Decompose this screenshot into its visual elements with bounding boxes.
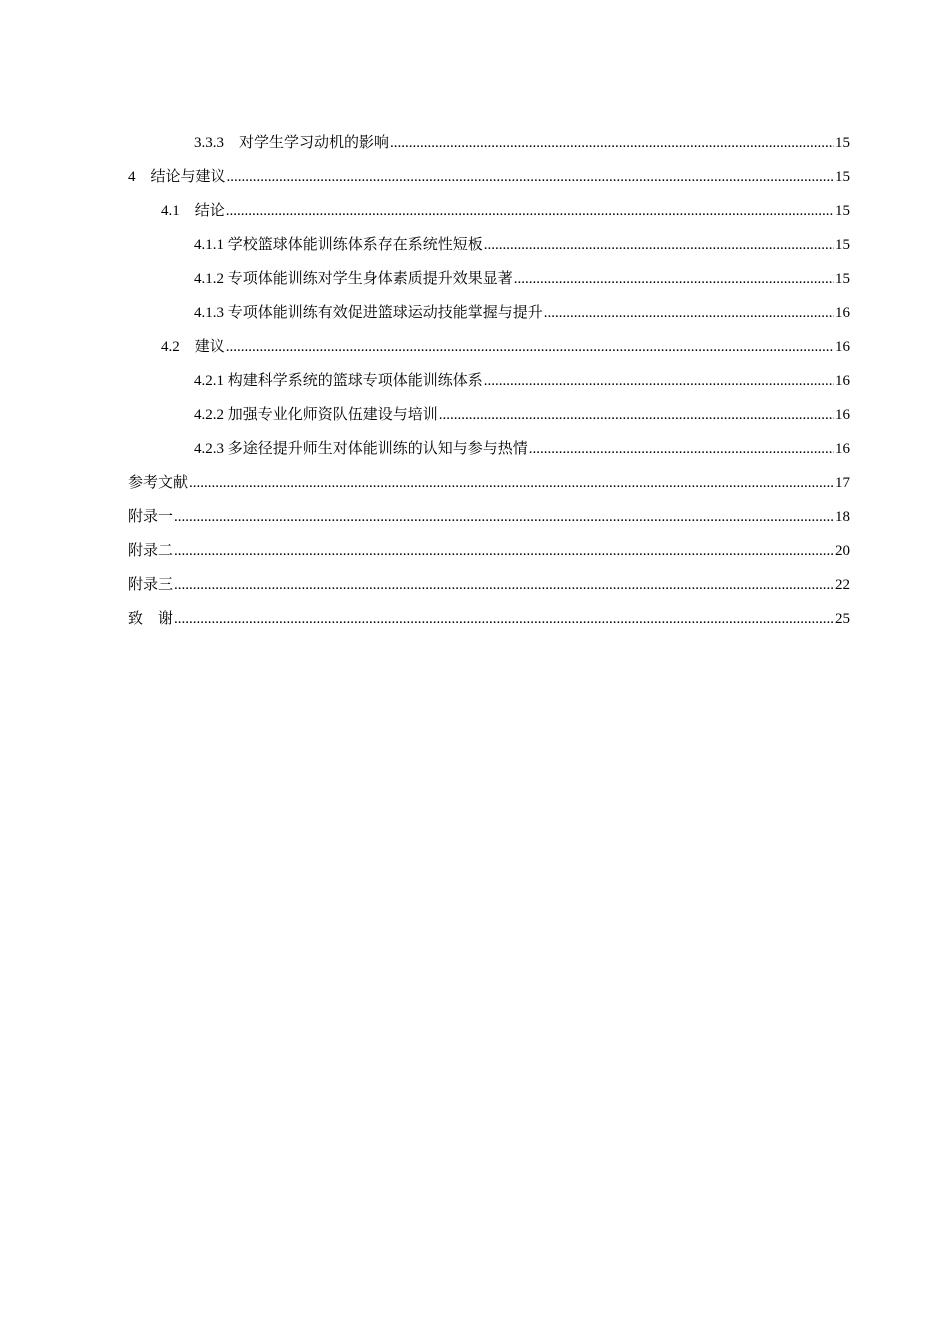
toc-entry-page: 15	[835, 135, 850, 151]
toc-entry[interactable]	[128, 500, 850, 534]
toc-entry-label: 4.1 结论	[161, 203, 225, 219]
toc-dot-leader	[189, 466, 834, 500]
toc-entry[interactable]	[128, 398, 850, 432]
toc-entry-label: 4.1.1 学校篮球体能训练体系存在系统性短板	[194, 237, 483, 253]
toc-dot-leader	[529, 432, 834, 466]
toc-entry-label: 参考文献	[128, 475, 189, 491]
toc-dot-leader	[174, 500, 834, 534]
toc-entry-label: 3.3.3 对学生学习动机的影响	[194, 135, 390, 151]
toc-entry-label: 附录二	[128, 543, 174, 559]
toc-entry-label: 致 谢	[128, 611, 174, 627]
toc-dot-leader	[484, 228, 834, 262]
toc-entry-label: 附录一	[128, 509, 174, 525]
toc-entry-page: 20	[835, 543, 850, 559]
toc-entry-label: 4.2.2 加强专业化师资队伍建设与培训	[194, 407, 438, 423]
toc-entry-page: 17	[835, 475, 850, 491]
toc-dot-leader	[439, 398, 834, 432]
toc-dot-leader	[174, 568, 834, 602]
toc-dot-leader	[390, 126, 834, 160]
toc-entry[interactable]	[128, 126, 850, 160]
toc-entry[interactable]	[128, 602, 850, 636]
toc-entry-label: 4.1.2 专项体能训练对学生身体素质提升效果显著	[194, 271, 513, 287]
toc-dot-leader	[174, 534, 834, 568]
toc-dot-leader	[544, 296, 834, 330]
toc-entry-label: 附录三	[128, 577, 174, 593]
toc-entry-page: 25	[835, 611, 850, 627]
toc-entry[interactable]	[128, 228, 850, 262]
toc-entry-page: 16	[835, 339, 850, 355]
toc-dot-leader	[227, 160, 834, 194]
table-of-contents	[128, 126, 850, 636]
toc-entry[interactable]	[128, 534, 850, 568]
toc-entry-page: 16	[835, 407, 850, 423]
toc-entry-label: 4.2 建议	[161, 339, 225, 355]
toc-entry[interactable]	[128, 568, 850, 602]
toc-entry-page: 16	[835, 441, 850, 457]
toc-entry[interactable]	[128, 194, 850, 228]
toc-entry-page: 22	[835, 577, 850, 593]
toc-entry-label: 4.2.3 多途径提升师生对体能训练的认知与参与热情	[194, 441, 528, 457]
toc-entry[interactable]	[128, 466, 850, 500]
toc-entry-page: 15	[835, 237, 850, 253]
toc-entry-label: 4.1.3 专项体能训练有效促进篮球运动技能掌握与提升	[194, 305, 543, 321]
toc-entry-page: 15	[835, 203, 850, 219]
toc-dot-leader	[174, 602, 834, 636]
toc-entry-page: 15	[835, 271, 850, 287]
toc-dot-leader	[484, 364, 834, 398]
toc-entry-page: 16	[835, 373, 850, 389]
toc-entry[interactable]	[128, 330, 850, 364]
toc-entry[interactable]	[128, 432, 850, 466]
toc-entry-page: 15	[835, 169, 850, 185]
toc-entry-label: 4.2.1 构建科学系统的篮球专项体能训练体系	[194, 373, 483, 389]
toc-dot-leader	[514, 262, 834, 296]
toc-entry[interactable]	[128, 262, 850, 296]
toc-dot-leader	[226, 330, 834, 364]
toc-dot-leader	[226, 194, 834, 228]
toc-entry[interactable]	[128, 160, 850, 194]
toc-entry-page: 16	[835, 305, 850, 321]
toc-entry[interactable]	[128, 296, 850, 330]
toc-entry-label: 4 结论与建议	[128, 169, 226, 185]
toc-entry[interactable]	[128, 364, 850, 398]
toc-entry-page: 18	[835, 509, 850, 525]
